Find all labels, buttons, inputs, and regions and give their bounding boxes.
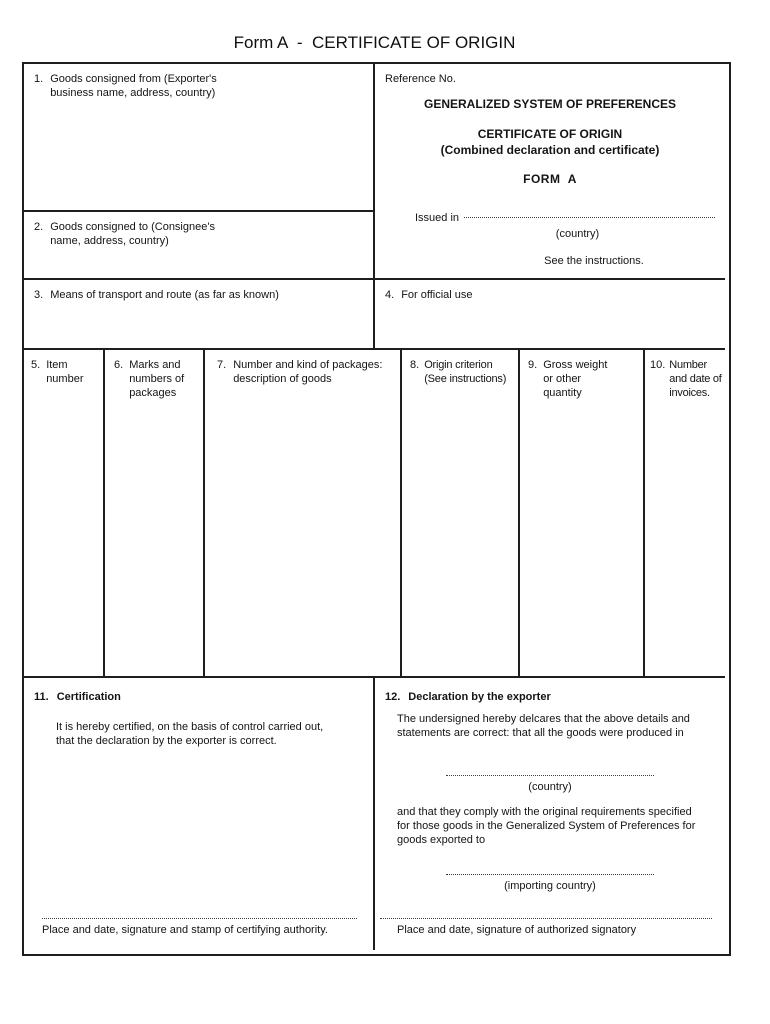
column-label: Number and kind of packages: description of goods — [233, 359, 383, 385]
column-10-invoices — [645, 350, 725, 678]
declaration-body-1: The undersigned hereby delcares that the above details and statements are correct: that all the goods were produced in — [397, 713, 690, 739]
certification-body: It is hereby certified, on the basis of control carried out, that the declaration by the exporter is correct. — [56, 721, 324, 747]
section-heading: Declaration by the exporter — [408, 691, 551, 703]
box-4-official-use — [375, 280, 725, 350]
column-label: Origin criterion (See instructions) — [424, 359, 507, 385]
column-5-item-number — [24, 350, 105, 678]
certificate-heading: CERTIFICATE OF ORIGIN — [477, 127, 623, 141]
section-12-declaration — [375, 678, 725, 950]
section-heading: Certification — [56, 691, 121, 703]
certificate-form — [22, 62, 731, 956]
declaration-signature-block — [380, 918, 712, 937]
field-number: 1. — [34, 73, 44, 85]
box-3-means-of-transport — [24, 280, 375, 350]
field-label: Means of transport and route (as far as known) — [50, 289, 279, 301]
produced-in-country-block — [446, 775, 654, 794]
field-label: Goods consigned from (Exporter's business name, address, country) — [50, 73, 217, 99]
gsp-heading: GENERALIZED SYSTEM OF PREFERENCES — [423, 97, 677, 111]
see-instructions-note: See the instructions. — [544, 255, 644, 267]
column-number: 8. — [410, 359, 420, 371]
section-number: 11. — [34, 691, 49, 703]
produced-in-country-dotted-line — [446, 775, 654, 776]
importing-country-sublabel: (importing country) — [504, 880, 596, 892]
field-number: 4. — [385, 289, 395, 301]
column-label: Marks and numbers of packages — [129, 359, 185, 399]
field-label: For official use — [401, 289, 473, 301]
column-label: Number and date of invoices. — [669, 359, 722, 399]
importing-country-dotted-line — [446, 874, 654, 875]
column-6-marks-and-numbers — [105, 350, 205, 678]
column-number: 9. — [528, 359, 538, 371]
box-1-goods-consigned-from — [24, 64, 375, 212]
section-11-certification — [24, 678, 375, 950]
form-a-label: FORM A — [523, 172, 577, 186]
column-number: 6. — [114, 359, 124, 371]
certificate-subheading: (Combined declaration and certificate) — [440, 143, 660, 157]
column-7-packages-description — [205, 350, 402, 678]
column-number: 5. — [31, 359, 41, 371]
produced-in-country-sublabel: (country) — [528, 781, 572, 793]
issued-in-country-sublabel: (country) — [555, 228, 600, 240]
reference-cell — [375, 64, 725, 280]
column-number: 7. — [217, 359, 227, 371]
reference-no-label: Reference No. — [385, 73, 456, 85]
declaration-signature-dotted-line — [380, 918, 712, 919]
issued-in-row — [415, 211, 715, 225]
section-number: 12. — [385, 691, 401, 703]
issued-in-label: Issued in — [415, 212, 460, 224]
issued-in-dotted-line — [464, 217, 715, 218]
field-number: 2. — [34, 221, 44, 233]
column-8-origin-criterion — [402, 350, 520, 678]
box-2-goods-consigned-to — [24, 212, 375, 280]
column-9-gross-weight — [520, 350, 645, 678]
column-number: 10. — [650, 359, 666, 371]
importing-country-block — [446, 874, 654, 893]
field-label: Goods consigned to (Consignee's name, address, country) — [50, 221, 215, 247]
page-title: Form A - CERTIFICATE OF ORIGIN — [233, 33, 516, 52]
declaration-body-2: and that they comply with the original requirements specified for those goods in the Generalized System of Preferences for goods exported to — [397, 806, 696, 846]
column-label: Item number — [46, 359, 84, 385]
certification-signature-block — [42, 918, 357, 937]
certification-signature-caption: Place and date, signature and stamp of certifying authority. — [42, 924, 328, 936]
column-label: Gross weight or other quantity — [543, 359, 608, 399]
field-number: 3. — [34, 289, 44, 301]
declaration-signature-caption: Place and date, signature of authorized signatory — [397, 924, 637, 936]
certification-signature-dotted-line — [42, 918, 357, 919]
